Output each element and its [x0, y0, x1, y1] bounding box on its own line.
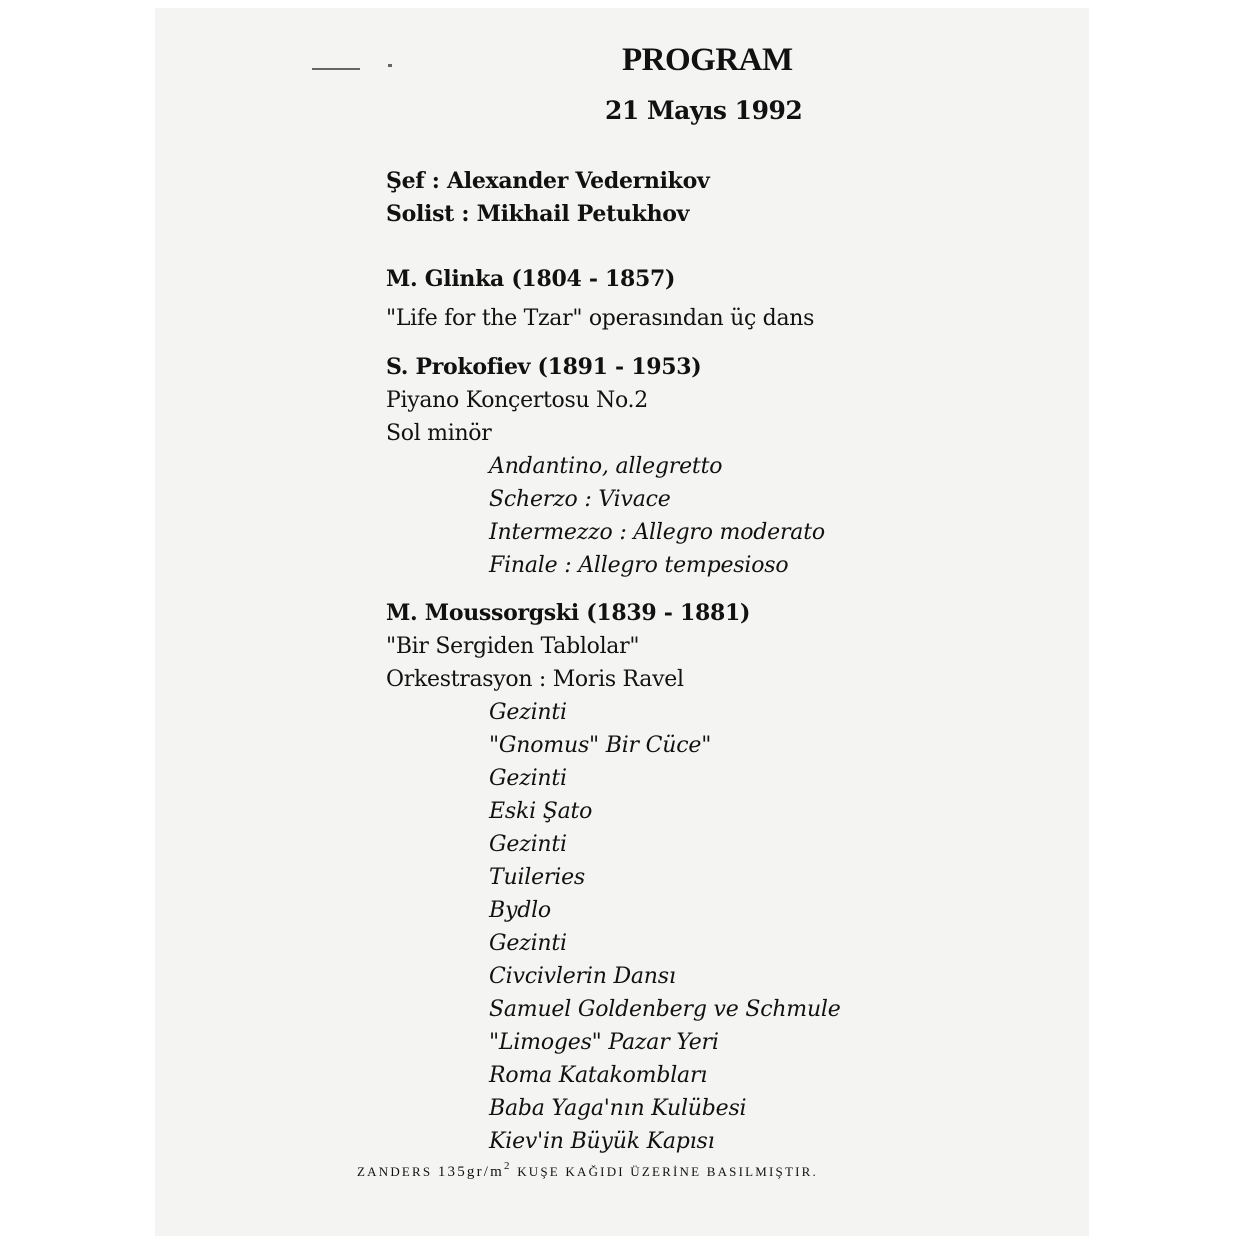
composer-heading: M. Glinka (1804 - 1857) [386, 266, 676, 292]
movement-item: Andantino, allegretto [489, 454, 723, 479]
movement-item: Samuel Goldenberg ve Schmule [489, 997, 841, 1022]
movement-item: Gezinti [489, 832, 567, 857]
print-footer [357, 1160, 818, 1181]
paper-mark [388, 64, 392, 67]
paper-mark [312, 68, 360, 70]
movement-item: Gezinti [489, 766, 567, 791]
movement-item: "Limoges" Pazar Yeri [489, 1030, 719, 1055]
soloist-line: Solist : Mikhail Petukhov [386, 201, 690, 227]
page-title: PROGRAM [622, 42, 793, 78]
movement-item: Tuileries [489, 865, 585, 890]
conductor-line: Şef : Alexander Vedernikov [386, 168, 710, 194]
footer-weight: 135gr/m [437, 1164, 505, 1180]
movement-item: Bydlo [489, 898, 551, 923]
movement-item: Eski Şato [489, 799, 593, 824]
orchestration-line: Orkestrasyon : Moris Ravel [386, 667, 684, 692]
movement-item: Finale : Allegro tempesioso [489, 553, 789, 578]
movement-item: Gezinti [489, 931, 567, 956]
composer-heading: S. Prokofiev (1891 - 1953) [386, 354, 702, 380]
movement-item: Kiev'in Büyük Kapısı [489, 1129, 715, 1154]
movement-item: Roma Katakombları [489, 1063, 708, 1088]
movement-item: Scherzo : Vivace [489, 487, 671, 512]
movement-item: Baba Yaga'nın Kulübesi [489, 1096, 747, 1121]
movement-item: "Gnomus" Bir Cüce" [489, 733, 712, 758]
composer-heading: M. Moussorgski (1839 - 1881) [386, 600, 751, 626]
footer-exponent: 2 [504, 1160, 512, 1172]
footer-text: KUŞE KAĞIDI ÜZERİNE BASILMIŞTIR. [517, 1164, 818, 1179]
work-key: Sol minör [386, 421, 492, 446]
concert-date: 21 Mayıs 1992 [605, 96, 803, 125]
movement-item: Intermezzo : Allegro moderato [489, 520, 825, 545]
work-title: "Bir Sergiden Tablolar" [386, 634, 640, 659]
work-title: Piyano Konçertosu No.2 [386, 388, 648, 413]
work-title: "Life for the Tzar" operasından üç dans [386, 306, 815, 331]
movement-item: Gezinti [489, 700, 567, 725]
footer-brand: ZANDERS [357, 1164, 433, 1179]
movement-item: Civcivlerin Dansı [489, 964, 676, 989]
